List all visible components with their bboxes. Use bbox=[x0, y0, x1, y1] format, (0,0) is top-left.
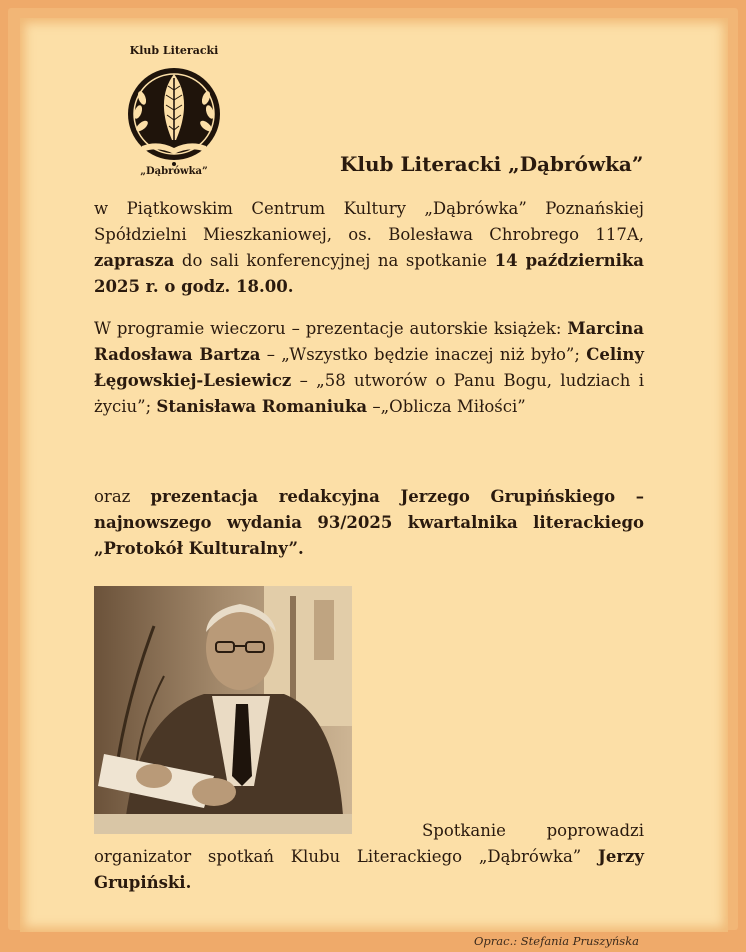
bold-span: zaprasza bbox=[94, 251, 175, 270]
program-paragraph bbox=[94, 316, 644, 420]
quill-wreath-icon bbox=[112, 60, 236, 168]
bold-span: Stanisława Romaniuka bbox=[156, 397, 368, 416]
text-span: –„Oblicza Miłości” bbox=[367, 397, 526, 416]
invitation-paragraph bbox=[94, 196, 644, 300]
club-logo bbox=[110, 44, 238, 184]
page-title: Klub Literacki „Dąbrówka” bbox=[340, 152, 644, 176]
host-paragraph bbox=[94, 818, 644, 896]
text-span: oraz bbox=[94, 487, 151, 506]
logo-bottom-text: „Dąbrówka” bbox=[140, 166, 208, 177]
logo-top-text: Klub Literacki bbox=[129, 44, 219, 57]
bold-span: prezentacja redakcyjna Jerzego Grupińskiego – najnowszego wydania 93/2025 kwartalnika literackiego „Protokół Kulturalny”. bbox=[94, 487, 644, 558]
author-credit: Oprac.: Stefania Pruszyńska bbox=[474, 934, 640, 948]
text-span: do sali konferencyjnej na spotkanie bbox=[174, 251, 495, 270]
text-span: – „Wszystko będzie inaczej niż było”; bbox=[260, 345, 587, 364]
text-span: – „58 utworów o Panu Bogu, ludziach i życiu”; bbox=[94, 371, 644, 416]
text-span: Spotkanie poprowadzi organizator spotkań Klubu Literackiego „Dąbrówka” bbox=[94, 821, 644, 866]
bold-span: Jerzy Grupiński. bbox=[94, 847, 644, 892]
text-span: w Piątkowskim Centrum Kultury „Dąbrówka” Poznańskiej Spółdzielni Mieszkaniowej, os. Bolesława Chrobrego 117A, bbox=[94, 199, 644, 244]
host-photo bbox=[94, 586, 352, 834]
editorial-paragraph bbox=[94, 484, 644, 562]
bold-span: Celiny Łęgowskiej-Lesiewicz bbox=[94, 345, 644, 390]
portrait-image bbox=[94, 586, 352, 834]
text-span: W programie wieczoru – prezentacje autorskie książek: bbox=[94, 319, 568, 338]
bold-span: Marcina Radosława Bartza bbox=[94, 319, 644, 364]
bold-span: 14 października 2025 r. o godz. 18.00. bbox=[94, 251, 644, 296]
